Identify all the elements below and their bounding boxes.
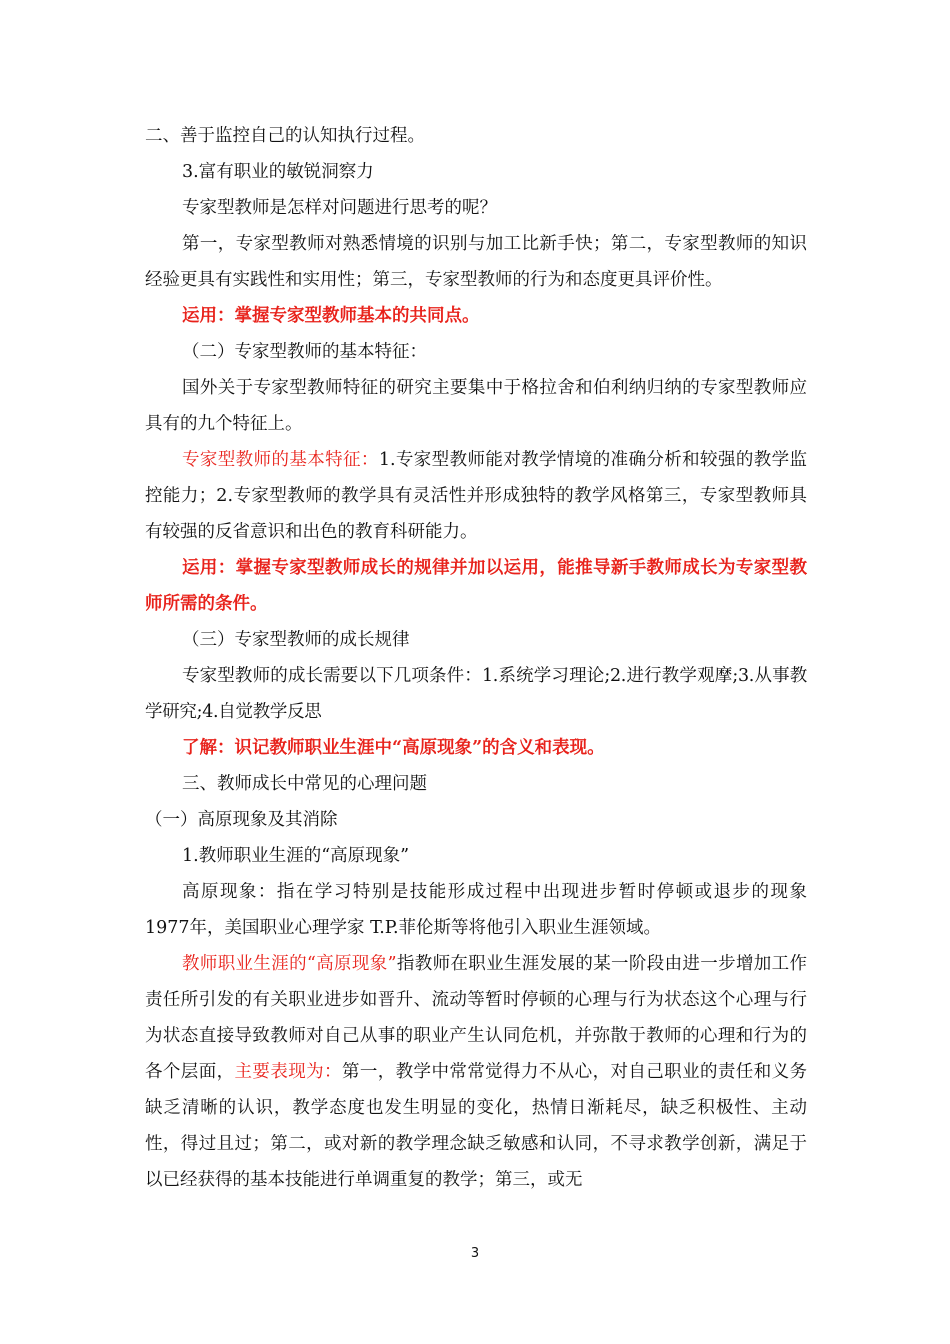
heading-psych-problems — [145, 766, 807, 802]
note-apply-common-points — [145, 298, 807, 334]
paragraph-text: 运用：掌握专家型教师成长的规律并加以运用，能推导新手教师成长为专家型教师所需的条件。 — [145, 558, 807, 614]
paragraph-career-plateau — [145, 946, 807, 1198]
paragraph-text: （一）高原现象及其消除 — [145, 810, 338, 830]
paragraph-expert-thinking — [145, 226, 807, 298]
paragraph-text: 第一，教学中常常觉得力不从心，对自己职业的责任和义务缺乏清晰的认识，教学态度也发生明显的变化，热情日渐耗尽，缺乏积极性、主动性，得过且过；第二，或对新的教学理念缺乏敏感和认同，不寻求教学创新，满足于以已经获得的基本技能进行单调重复的教学；第三，或无 — [145, 1062, 808, 1190]
page-number: 3 — [470, 1246, 480, 1261]
paragraph-text: 专家型教师的成长需要以下几项条件：1.系统学习理论;2.进行教学观摩;3.从事教学研究;4.自觉教学反思 — [145, 666, 807, 722]
paragraph-plateau-definition — [145, 874, 807, 946]
paragraph-text: 三、教师成长中常见的心理问题 — [182, 774, 427, 794]
heading-career-plateau — [145, 838, 807, 874]
heading-growth-law — [145, 622, 807, 658]
note-understand-plateau — [145, 730, 807, 766]
paragraph-text: 了解：识记教师职业生涯中“高原现象”的含义和表现。 — [182, 738, 605, 758]
paragraph-foreign-research — [145, 370, 807, 442]
note-apply-growth-law — [145, 550, 807, 622]
paragraph-text: 运用：掌握专家型教师基本的共同点。 — [182, 306, 480, 326]
paragraph-text: 专家型教师是怎样对问题进行思考的呢？ — [182, 198, 497, 218]
paragraph-growth-conditions — [145, 658, 807, 730]
paragraph-text: 国外关于专家型教师特征的研究主要集中于格拉舍和伯利纳归纳的专家型教师应具有的九个特征上。 — [145, 378, 807, 434]
heading-plateau-elimination — [145, 802, 807, 838]
heading-monitor-cognition — [145, 118, 807, 154]
paragraph-text: 第一，专家型教师对熟悉情境的识别与加工比新手快；第二，专家型教师的知识经验更具有实践性和实用性；第三，专家型教师的行为和态度更具评价性。 — [145, 234, 807, 290]
question-expert-thinking — [145, 190, 807, 226]
paragraph-text: 二、善于监控自己的认知执行过程。 — [145, 126, 425, 146]
paragraph-text: 高原现象：指在学习特别是技能形成过程中出现进步暂时停顿或退步的现象 1977年，美国职业心理学家 T.P.菲伦斯等将他引入职业生涯领域。 — [145, 882, 807, 938]
highlight-term: 主要表现为： — [234, 1062, 342, 1082]
page-body — [145, 118, 807, 1198]
highlight-term: 专家型教师的基本特征： — [182, 450, 379, 470]
highlight-term: 教师职业生涯的“高原现象” — [182, 954, 397, 974]
paragraph-text: 3.富有职业的敏锐洞察力 — [182, 162, 374, 182]
paragraph-text: 1.专家型教师能对教学情境的准确分析和较强的教学监控能力；2.专家型教师的教学具有灵活性并形成独特的教学风格第三，专家型教师具有较强的反省意识和出色的教育科研能力。 — [145, 450, 808, 542]
paragraph-text: 指教师在职业生涯发展的某一阶段由进一步增加工作责任所引发的有关职业进步如晋升、流动等暂时停顿的心理与行为状态这个心理与行为状态直接导致教师对自己从事的职业产生认同危机，并弥散于教师的心理和行为的各个层面， — [145, 954, 807, 1082]
paragraph-text: （二）专家型教师的基本特征： — [182, 342, 427, 362]
paragraph-text: （三）专家型教师的成长规律 — [182, 630, 410, 650]
paragraph-basic-features — [145, 442, 807, 550]
paragraph-text: 1.教师职业生涯的“高原现象” — [182, 846, 410, 866]
item-insight — [145, 154, 807, 190]
heading-basic-features — [145, 334, 807, 370]
